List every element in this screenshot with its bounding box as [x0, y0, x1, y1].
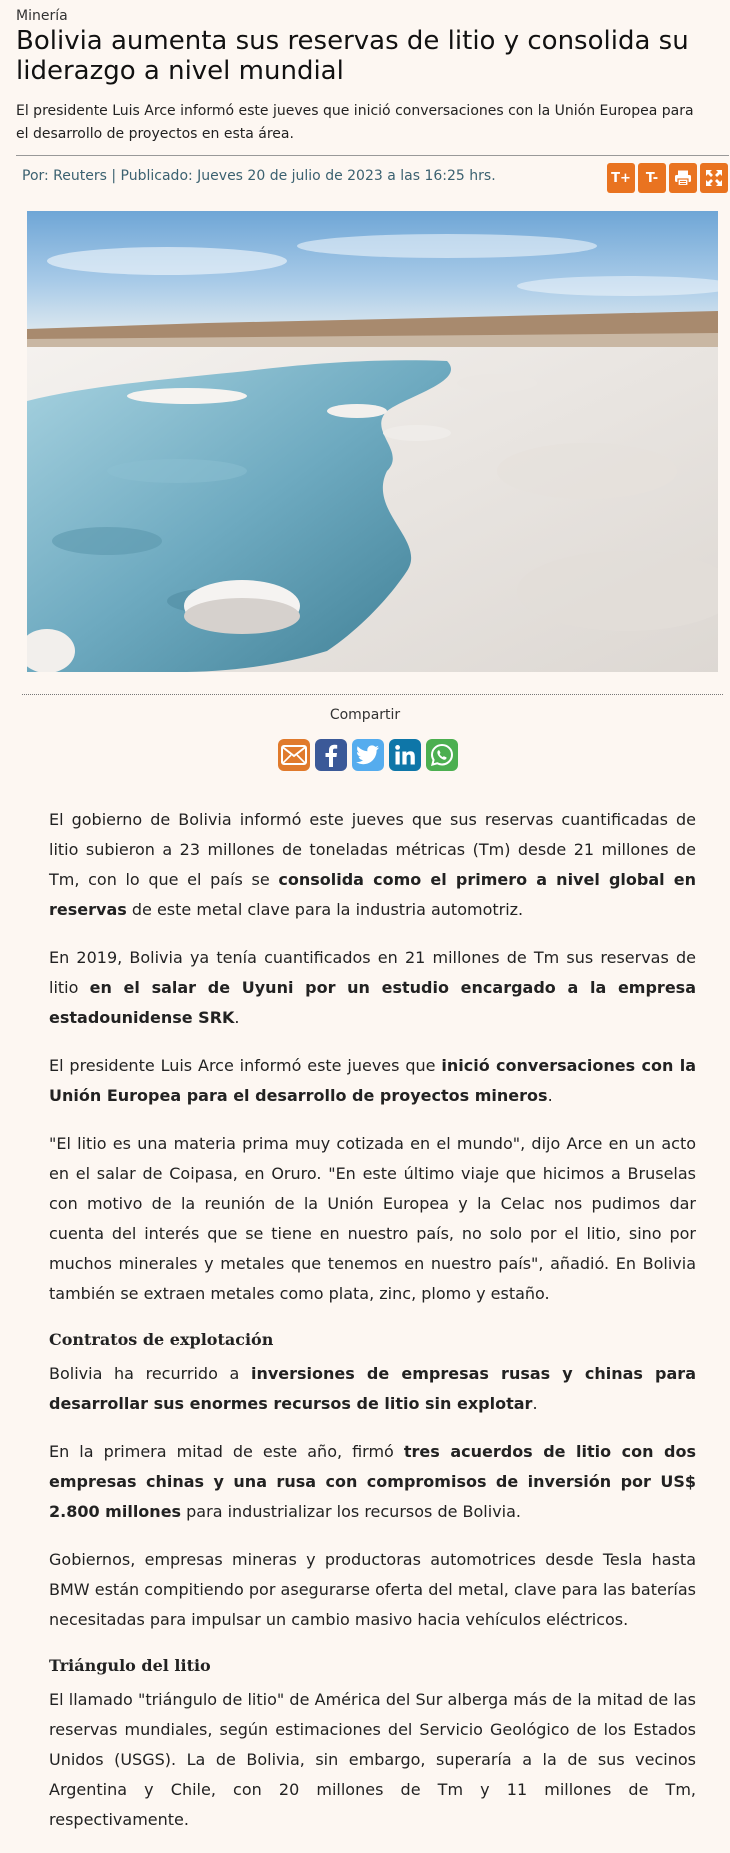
article-paragraph: El llamado "triángulo de litio" de América del Sur alberga más de la mitad de las reservas mundiales, según estimaciones del Servicio Geológico de los Estados Unidos (USGS). La de Bolivia, sin embargo, superaría a la de sus vecinos Argentina y Chile, con 20 millones de Tm y 11 millones de Tm, respectivamente. — [49, 1690, 696, 1829]
page-title: Bolivia aumenta sus reservas de litio y consolida su liderazgo a nivel mundial — [16, 26, 689, 86]
decrease-font-button[interactable]: T- — [638, 163, 666, 193]
article-lead: El presidente Luis Arce informó este jueves que inició conversaciones con la Unión Europea para el desarrollo de proyectos en esta área. — [16, 103, 694, 142]
whatsapp-icon — [430, 743, 454, 767]
share-twitter-button[interactable] — [352, 739, 384, 771]
article-image — [27, 211, 718, 672]
share-linkedin-button[interactable] — [389, 739, 421, 771]
article-paragraph: En 2019, Bolivia ya tenía cuantificados en 21 millones de Tm sus reservas de litio en el salar de Uyuni por un estudio encargado a la empresa estadounidense SRK. — [49, 948, 696, 1027]
share-buttons — [278, 739, 458, 771]
byline: Por: Reuters | Publicado: Jueves 20 de julio de 2023 a las 16:25 hrs. — [22, 168, 496, 184]
article-toolbar — [607, 163, 728, 193]
share-divider — [22, 694, 723, 695]
share-email-button[interactable] — [278, 739, 310, 771]
print-button[interactable] — [669, 163, 697, 193]
section-label[interactable]: Minería — [16, 8, 68, 24]
fullscreen-icon — [705, 169, 723, 187]
increase-font-button[interactable]: T+ — [607, 163, 635, 193]
article-paragraph: En la primera mitad de este año, firmó tres acuerdos de litio con dos empresas chinas y una rusa con compromisos de inversión por US$ 2.800 millones para industrializar los recursos de Bolivia. — [49, 1442, 697, 1521]
article-subheading: Triángulo del litio — [49, 1656, 211, 1675]
share-whatsapp-button[interactable] — [426, 739, 458, 771]
fullscreen-button[interactable] — [700, 163, 728, 193]
print-icon — [674, 169, 692, 187]
linkedin-icon — [394, 744, 416, 766]
article-subheading: Contratos de explotación — [49, 1330, 274, 1349]
facebook-icon — [321, 743, 341, 767]
share-facebook-button[interactable] — [315, 739, 347, 771]
salt-flat-photo — [27, 211, 718, 672]
article-paragraph: Gobiernos, empresas mineras y productoras automotrices desde Tesla hasta BMW están compitiendo por asegurarse oferta del metal, clave para las baterías necesitadas para impulsar un cambio masivo hacia vehículos eléctricos. — [49, 1550, 696, 1629]
article-paragraph: El gobierno de Bolivia informó este jueves que sus reservas cuantificadas de litio subieron a 23 millones de toneladas métricas (Tm) desde 21 millones de Tm, con lo que el país se consolida como el primero a nivel global en reservas de este metal clave para la industria automotriz. — [49, 810, 696, 919]
twitter-icon — [356, 745, 380, 765]
email-icon — [281, 745, 307, 765]
article-body — [49, 805, 696, 1853]
article-paragraph: "El litio es una materia prima muy cotizada en el mundo", dijo Arce en un acto en el salar de Coipasa, en Oruro. "En este último viaje que hicimos a Bruselas con motivo de la reunión de la Unión Europea y la Celac nos pudimos dar cuenta del interés que se tiene en nuestro país, no solo por el litio, sino por muchos minerales y metales que tenemos en nuestro país", añadió. En Bolivia también se extraen metales como plata, zinc, plomo y estaño. — [49, 1134, 696, 1303]
share-label: Compartir — [329, 707, 401, 723]
header-divider — [16, 155, 729, 156]
article-paragraph: El presidente Luis Arce informó este jueves que inició conversaciones con la Unión Europea para el desarrollo de proyectos mineros. — [49, 1056, 697, 1105]
article-paragraph: Bolivia ha recurrido a inversiones de empresas rusas y chinas para desarrollar sus enormes recursos de litio sin explotar. — [49, 1364, 696, 1413]
